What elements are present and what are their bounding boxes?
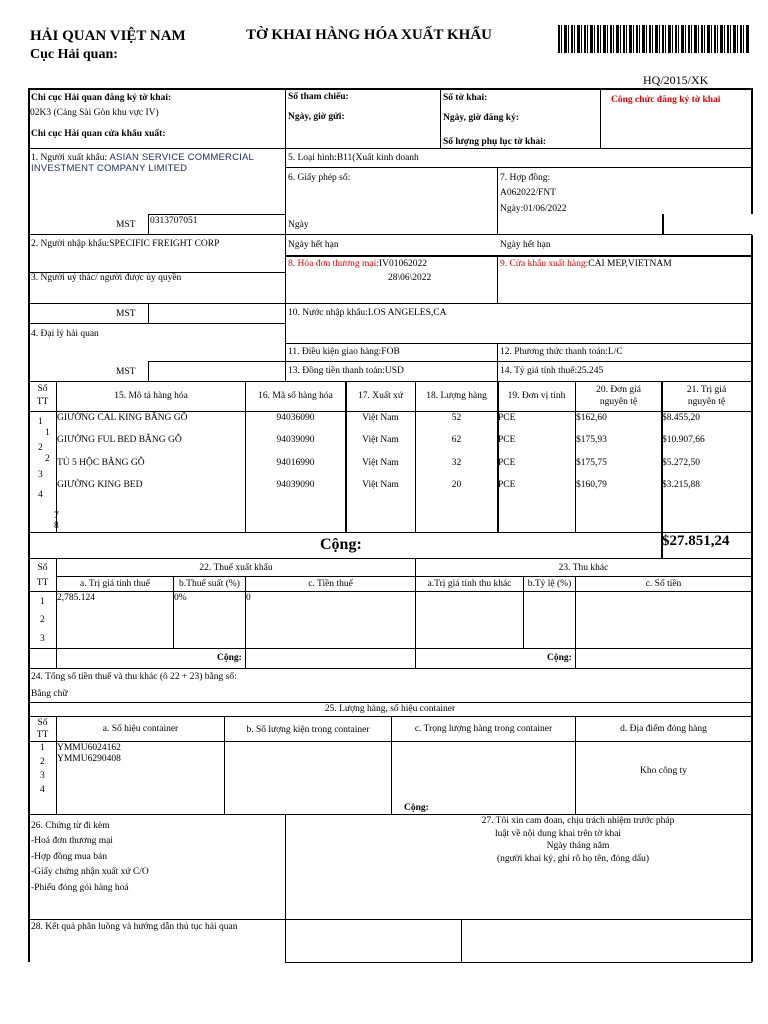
cont-row-num: 3 xyxy=(40,771,45,781)
doc-item: -Hợp đồng mua bán xyxy=(31,852,107,862)
goods-row-num: 8 xyxy=(54,521,59,531)
tax-sum-label: Cộng: xyxy=(217,653,242,663)
export-tax-header: 22. Thuế xuất khẩu xyxy=(199,563,273,573)
goods-row-num: 2 xyxy=(45,454,50,464)
item-code: 94039090 xyxy=(276,480,315,490)
cont-col-b: b. Số lượng kiện trong container xyxy=(246,725,370,735)
item-code: 94039090 xyxy=(276,435,315,445)
cont-h-no-2: TT xyxy=(36,730,49,740)
container-id: YMMU6290408 xyxy=(57,754,121,764)
invoice-label: 8. Hóa đơn thương mại: xyxy=(288,259,379,269)
other-col-c: c. Số tiền xyxy=(645,579,682,589)
form-code: HQ/2015/XK xyxy=(643,73,709,87)
item-code: 94036090 xyxy=(276,413,315,423)
agent-mst-label: MST xyxy=(116,367,136,377)
goods-row-num: 3 xyxy=(38,470,43,480)
item-qty: 62 xyxy=(451,435,462,445)
tax-row-num: 3 xyxy=(40,634,45,644)
item-unit: PCE xyxy=(498,458,516,468)
cont-row-num: 1 xyxy=(40,743,45,753)
exporter-label-text: 1. Người xuất khẩu: xyxy=(31,153,110,163)
item-price: $175,75 xyxy=(576,458,607,468)
cont-row-num: 2 xyxy=(40,757,45,767)
container-id: YMMU6024162 xyxy=(57,743,121,753)
exit-port-label: 9. Cửa khẩu xuất hàng: xyxy=(500,259,589,269)
officer-label: Công chức đăng ký tờ khai xyxy=(611,95,721,105)
total-tax-label: 24. Tổng số tiền thuế và thu khác (ô 22 + 23) bằng số: xyxy=(31,672,237,682)
declaration-l1: 27. Tôi xin cam đoan, chịu trách nhiệm trước pháp xyxy=(481,816,675,826)
invoice-date: 28\06\2022 xyxy=(388,273,432,283)
item-value: $5.272,50 xyxy=(662,458,700,468)
exporter-name-l2: INVESTMENT COMPANY LIMITED xyxy=(31,163,188,174)
tax-h-no-1: Số xyxy=(37,563,48,573)
item-desc: TỦ 5 HỘC BẰNG GỖ xyxy=(57,458,145,468)
total-tax-words: Bằng chữ xyxy=(31,689,68,699)
contract-no: A062022/FNT xyxy=(500,188,556,198)
decl-no-label: Số tờ khai: xyxy=(443,93,488,103)
trustee: 3. Người uỷ thác/ người được ủy quyền xyxy=(31,273,182,283)
import-country: 10. Nước nhập khẩu:LOS ANGELES,CA xyxy=(288,308,447,318)
exit-port-value: CAI MEP,VIETNAM xyxy=(588,259,672,269)
cont-col-c: c. Trọng lượng hàng trong container xyxy=(414,724,553,734)
license: 6. Giấy phép số: xyxy=(288,173,351,183)
ref-no-label: Số tham chiếu: xyxy=(288,92,349,102)
tax-col-c: c. Tiền thuế xyxy=(308,579,353,589)
item-price: $160,79 xyxy=(576,480,607,490)
tax-row-num: 1 xyxy=(40,597,45,607)
goods-row-num: 1 xyxy=(38,417,43,427)
contract-label: 7. Hợp đồng: xyxy=(500,173,551,183)
goods-row-num: 4 xyxy=(38,490,43,500)
item-qty: 20 xyxy=(451,480,462,490)
item-qty: 32 xyxy=(451,458,462,468)
taxable-value: 2,785.124 xyxy=(57,593,95,603)
goods-row-num: 1 xyxy=(45,428,50,438)
tax-h-no-2: TT xyxy=(36,578,49,588)
agent: 4. Đại lý hải quan xyxy=(31,329,99,339)
item-origin: Việt Nam xyxy=(362,480,399,490)
item-unit: PCE xyxy=(498,480,516,490)
goods-h-qty: 18. Lượng hàng xyxy=(426,391,487,401)
exporter-mst-label: MST xyxy=(116,220,136,230)
item-desc: GIƯỜNG KING BED xyxy=(57,480,143,490)
currency: 13. Đồng tiền thanh toán:USD xyxy=(288,366,404,376)
tax-col-b: b.Thuế suất (%) xyxy=(179,579,240,589)
dept-label: Cục Hải quan: xyxy=(30,47,118,62)
container-title: 25. Lượng hàng, số hiệu container xyxy=(324,704,456,714)
invoice xyxy=(288,258,427,270)
item-value: $8.455,20 xyxy=(662,413,700,423)
declaration-l2: luật về nội dung khai trên tờ khai xyxy=(494,829,622,839)
goods-h-price-2: nguyên tệ xyxy=(599,397,638,407)
goods-h-origin: 17. Xuất xứ xyxy=(358,391,403,401)
declaration-l4: (người khai ký, ghi rõ họ tên, đóng dấu) xyxy=(496,854,650,864)
trustee-mst-label: MST xyxy=(116,309,136,319)
other-sum-label: Cộng: xyxy=(547,653,572,663)
invoice-no: IV01062022 xyxy=(378,259,427,269)
item-code: 94016990 xyxy=(276,458,315,468)
goods-h-value-1: 21. Trị giá xyxy=(686,385,727,395)
item-unit: PCE xyxy=(498,413,516,423)
delivery-terms: 11. Điều kiện giao hàng:FOB xyxy=(288,347,400,357)
item-origin: Việt Nam xyxy=(362,458,399,468)
decl-type: 5. Loại hình:B11(Xuất kinh doanh xyxy=(288,153,419,163)
contract-date: Ngày:01/06/2022 xyxy=(500,204,567,214)
container-sum-label: Cộng: xyxy=(404,803,429,813)
sent-time-label: Ngày, giờ gửi: xyxy=(288,112,345,122)
goods-h-unit: 19. Đơn vị tính xyxy=(507,391,566,401)
org-title: HẢI QUAN VIỆT NAM xyxy=(30,28,186,44)
cont-col-a: a. Số hiệu container xyxy=(102,724,179,734)
reg-office-value: 02K3 (Cảng Sài Gòn khu vực IV) xyxy=(30,108,159,118)
reg-time-label: Ngày, giờ đăng ký: xyxy=(443,113,519,123)
exchange-rate: 14. Tỷ giá tính thuế:25.245 xyxy=(500,366,604,376)
goods-h-price-1: 20. Đơn giá xyxy=(596,385,641,395)
tax-row-num: 2 xyxy=(40,615,45,625)
goods-h-desc: 15. Mô tả hàng hóa xyxy=(114,391,188,401)
exit-port xyxy=(500,258,672,270)
item-qty: 52 xyxy=(451,413,462,423)
item-unit: PCE xyxy=(498,435,516,445)
cont-row-num: 4 xyxy=(40,785,45,795)
appendix-label: Số lượng phụ lục tờ khai: xyxy=(443,137,547,147)
tax-col-a: a. Trị giá tính thuế xyxy=(80,579,150,589)
doc-item: -Phiếu đóng gói hàng hoá xyxy=(31,883,129,893)
goods-h-no-2: TT xyxy=(36,397,49,407)
importer: 2. Người nhập khẩu:SPECIFIC FREIGHT CORP xyxy=(31,239,220,249)
goods-row-num: 7 xyxy=(54,511,59,521)
item-origin: Việt Nam xyxy=(362,435,399,445)
goods-h-value-2: nguyên tệ xyxy=(687,397,726,407)
payment-method: 12. Phương thức thanh toán:L/C xyxy=(500,347,623,357)
item-value: $10.907,66 xyxy=(662,435,705,445)
exporter-name-l1: ASIAN SERVICE COMMERCIAL xyxy=(109,152,255,163)
license-expiry: Ngày hết hạn xyxy=(288,240,339,250)
reg-office-label: Chi cục Hải quan đăng ký tờ khai: xyxy=(31,93,172,103)
form-title: TỜ KHAI HÀNG HÓA XUẤT KHẨU xyxy=(246,27,492,43)
packing-place: Kho công ty xyxy=(640,766,687,776)
tax-amount: 0 xyxy=(246,593,251,603)
result-label: 28. Kết quả phân luồng và hướng dẫn thủ tục hải quan xyxy=(31,922,238,932)
other-col-a: a.Trị giá tính thu khác xyxy=(427,579,512,589)
other-col-b: b.Tỷ lệ (%) xyxy=(527,579,572,589)
doc-item: -Hoá đơn thương mại xyxy=(31,836,113,846)
cont-col-d: d. Địa điểm đóng hàng xyxy=(620,724,707,734)
item-price: $162,60 xyxy=(576,413,607,423)
exporter-mst: 0313707051 xyxy=(150,216,198,226)
license-date: Ngày xyxy=(288,220,309,230)
item-origin: Việt Nam xyxy=(362,413,399,423)
goods-h-no-1: Số xyxy=(37,384,48,394)
item-desc: GIƯỜNG CAL KING BẰNG GỖ xyxy=(57,413,188,423)
docs-title: 26. Chứng từ đi kèm xyxy=(31,821,110,831)
contract-expiry: Ngày hết hạn xyxy=(500,240,551,250)
exit-office-label: Chi cục Hải quan cửa khẩu xuất: xyxy=(31,129,166,139)
item-desc: GIƯỜNG FUL BED BẰNG GỖ xyxy=(57,435,182,445)
goods-h-code: 16. Mã số hàng hóa xyxy=(258,391,333,401)
item-value: $3.215,88 xyxy=(662,480,700,490)
item-price: $175,93 xyxy=(576,435,607,445)
cont-h-no-1: Số xyxy=(37,718,48,728)
tax-rate: 0% xyxy=(174,593,187,603)
goods-total-label: Cộng: xyxy=(320,536,362,553)
goods-row-num: 2 xyxy=(38,443,43,453)
other-fees-header: 23. Thu khác xyxy=(558,563,609,573)
barcode xyxy=(558,25,750,53)
declaration-date: Ngày tháng năm xyxy=(546,841,610,851)
doc-item: -Giấy chứng nhận xuất xứ C/O xyxy=(31,867,149,877)
goods-total-value: $27.851,24 xyxy=(662,533,730,549)
